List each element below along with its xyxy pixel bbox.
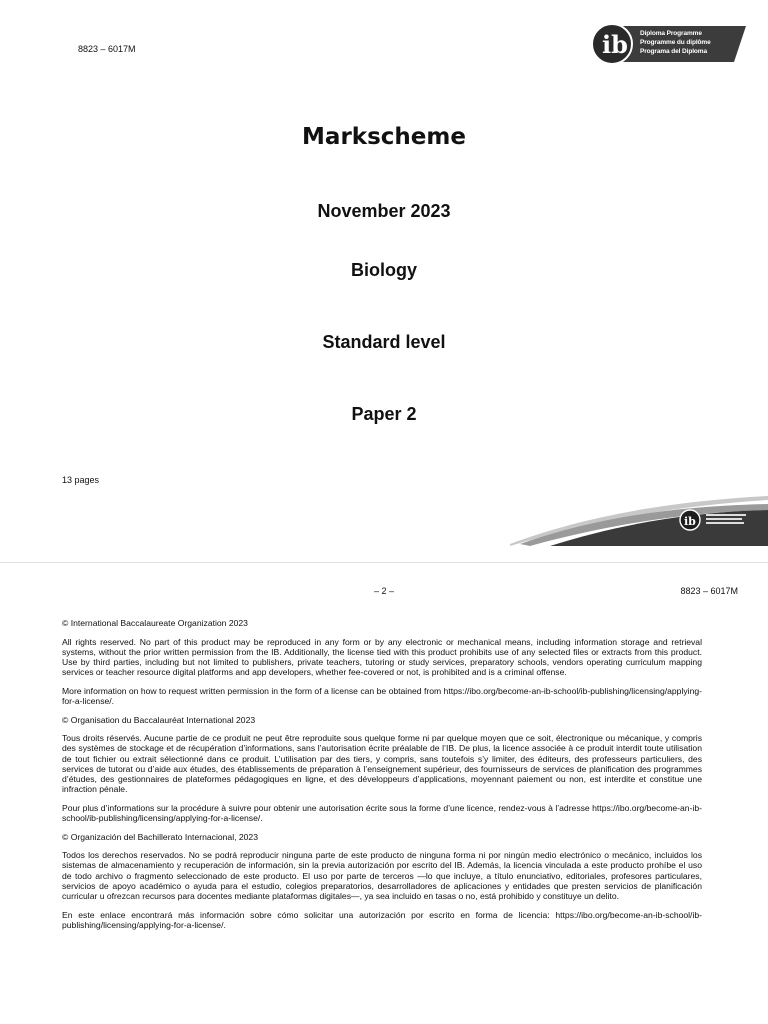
level: Standard level bbox=[322, 332, 446, 352]
exam-session: November 2023 bbox=[317, 201, 451, 221]
logo-line-2: Programme du diplôme bbox=[640, 39, 711, 46]
ib-swoosh-logo-icon bbox=[510, 488, 768, 546]
svg-text:ib: ib bbox=[602, 30, 628, 59]
copyright-notice bbox=[62, 618, 702, 938]
license-info-fr: Pour plus d’informations sur la procédure à suivre pour obtenir une autorisation écrite sous la forme d’une licence, rendez-vous à l’adresse https://ibo.org/become-an-ib-school/ib-publishing/licensing/applying-for-a-license/. bbox=[62, 802, 702, 823]
rights-fr: Tous droits réservés. Aucune partie de ce produit ne peut être reproduite sous quelque forme ni par quelque moyen que ce soit, électronique ou mécanique, y compris des systèmes de stockage et de récupération d’informations, sans l’autorisation écrite préalable de l’IB. De plus, la licence associée à ce produit interdit toute utilisation de tout fichier ou extrait sélectionné dans ce produit. L’utilisation par des tiers, y compris, sans toutefois s’y limiter, des éditeurs, des professeurs particuliers, des services de tutorat ou d’aide aux études, des établissements de préparation à l’enseignement supérieur, des fournisseurs de services de planification des programmes d’études, des gestionnaires de plateformes pédagogiques en ligne, et des développeurs d’applications, moyennant paiement ou non, est interdite et constitue une infraction pénale. bbox=[62, 733, 702, 795]
document-code-page2: 8823 – 6017M bbox=[680, 586, 738, 596]
document-title: Markscheme bbox=[302, 124, 466, 150]
paper-number: Paper 2 bbox=[351, 404, 417, 424]
svg-text:ib: ib bbox=[684, 515, 696, 528]
copyright-en: © International Baccalaureate Organization 2023 bbox=[62, 618, 248, 628]
page-count: 13 pages bbox=[62, 475, 100, 485]
page-divider bbox=[0, 562, 768, 563]
ib-diploma-logo bbox=[588, 20, 746, 68]
license-info-es: En este enlace encontrará más información sobre cómo solicitar una autorización por escrito en forma de licencia: https://ibo.org/become-an-ib-school/ib-publishing/licensing/applying-for-a-license/. bbox=[62, 909, 702, 930]
subject: Biology bbox=[351, 260, 417, 280]
logo-line-1: Diploma Programme bbox=[640, 30, 702, 37]
page-number: – 2 – bbox=[373, 586, 395, 596]
document-code: 8823 – 6017M bbox=[78, 44, 136, 54]
rights-en: All rights reserved. No part of this product may be reproduced in any form or by any electronic or mechanical means, including information storage and retrieval systems, without the prior written permission from the IB. Additionally, the license tied with this product prohibits use of any selected files or extracts from this product. Use by third parties, including but not limited to publishers, private teachers, tutoring or study services, preparatory schools, vendors operating curriculum mapping services or teacher resource digital platforms and app developers, whether fee-covered or not, is prohibited and is a criminal offense. bbox=[62, 636, 702, 678]
license-info-en: More information on how to request written permission in the form of a license can be obtained from https://ibo.org/become-an-ib-school/ib-publishing/licensing/applying-for-a-license/. bbox=[62, 685, 702, 706]
copyright-es: © Organización del Bachillerato Internacional, 2023 bbox=[62, 831, 258, 842]
copyright-fr: © Organisation du Baccalauréat International 2023 bbox=[62, 714, 256, 725]
rights-es: Todos los derechos reservados. No se podrá reproducir ninguna parte de este producto de ninguna forma ni por ningún medio electrónico o mecánico, incluidos los sistemas de almacenamiento y recuperación de información, sin la previa autorización por escrito del IB. Además, la licencia vinculada a este producto prohíbe el uso de todo archivo o fragmento seleccionado de este producto. El uso por parte de terceros —lo que incluye, a título enunciativo, editoriales, profesores particulares, servicios de apoyo académico o ayuda para el estudio, colegios preparatorios, desarrolladores de aplicaciones y entidades que presten servicios de planificación curricular u ofrezcan recursos para docentes mediante plataformas digitales—, ya sea incluido en tasas o no, está prohibido y constituye un delito. bbox=[62, 850, 702, 901]
logo-line-3: Programa del Diploma bbox=[640, 48, 707, 55]
